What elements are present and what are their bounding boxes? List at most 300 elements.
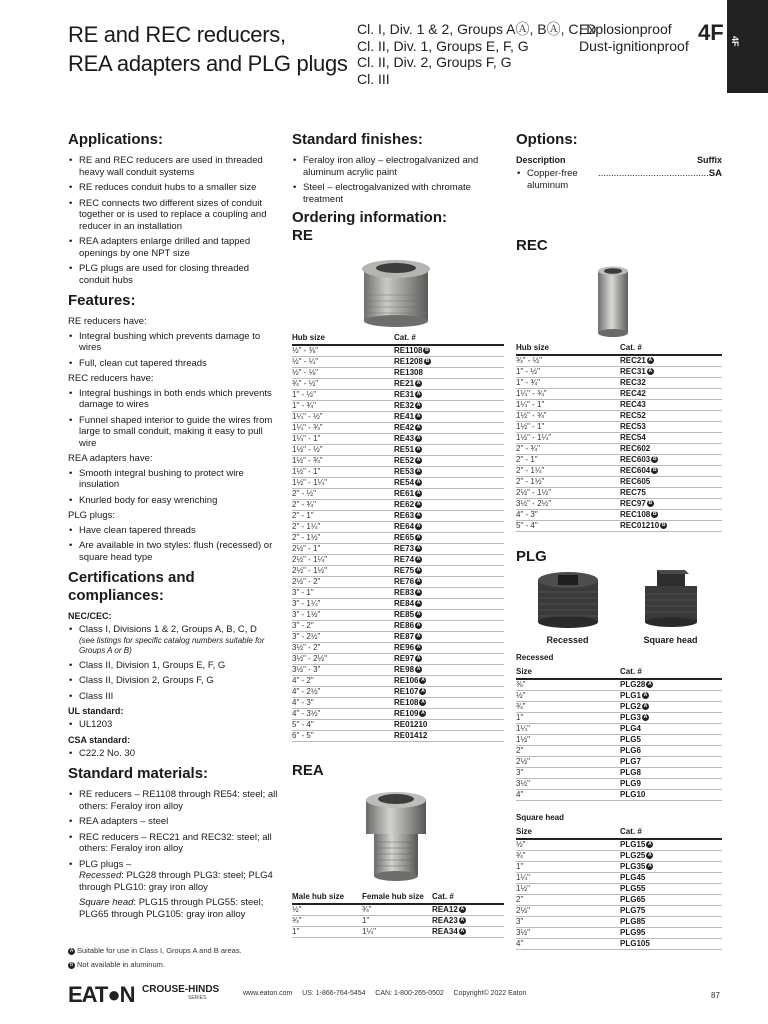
cat-number-cell: PLG28 A (620, 679, 722, 691)
size-cell: 1¼" (362, 927, 432, 938)
list-item: • Knurled body for easy wrenching (68, 495, 280, 507)
footnote-a-marker: A (416, 435, 421, 442)
size-cell: 1½" - 1" (516, 422, 620, 433)
cat-number-cell: PLG8 (620, 768, 722, 779)
cat-number-cell: RE64 A (394, 522, 504, 533)
nec-label: NEC/CEC: (68, 611, 112, 621)
cat-number-cell: RE86 A (394, 621, 504, 632)
cat-number-cell: RE98 A (394, 665, 504, 676)
cat-number-cell: PLG4 (620, 724, 722, 735)
footnote-a-marker: A (416, 589, 421, 596)
size-cell: 2½" - 1½" (516, 488, 620, 499)
table-row (292, 511, 504, 522)
cat-number-cell: REC43 (620, 400, 722, 411)
re-label: RE (292, 227, 313, 244)
cat-number-cell: PLG45 (620, 873, 722, 884)
cat-number-cell: RE76 A (394, 577, 504, 588)
size-cell: 2" - 1½" (292, 533, 394, 544)
footnote-a-marker: A (648, 852, 652, 859)
cat-number-cell: PLG1 A (620, 691, 722, 702)
csa-label: CSA standard: (68, 734, 131, 745)
size-cell: 4" - 3" (292, 698, 394, 709)
rec-reducer-photo (516, 261, 722, 341)
col-cat-number: Cat. # (620, 665, 722, 679)
re-reducer-photo (292, 251, 504, 331)
cat-number-cell: RE106 A (394, 676, 504, 687)
plg-materials-label: • PLG plugs – (79, 858, 132, 870)
footnote-b-marker: B (652, 511, 657, 518)
cat-number-cell: PLG7 (620, 757, 722, 768)
table-row (292, 368, 504, 379)
size-cell: 1½" - ¾" (516, 411, 620, 422)
footnote-a-marker: A (421, 699, 425, 706)
cat-number-cell: RE84 A (394, 599, 504, 610)
cat-number-cell: PLG75 (620, 906, 722, 917)
plg-photos (516, 568, 722, 645)
list-item: • REC connects two different sizes of conduit together or is used to replace a coupling and reducer in an installation (68, 198, 280, 233)
size-cell: ½" - ¼" (292, 357, 394, 368)
col-cat-number: Cat. # (620, 341, 722, 355)
applications-heading: Applications: (68, 131, 164, 148)
table-row (516, 679, 722, 691)
cat-number-cell: RE109 A (394, 709, 504, 720)
footnote-a-text: Suitable for use in Class I, Groups A and B areas. (77, 946, 242, 955)
size-cell: 1½" (516, 884, 620, 895)
table-row (292, 478, 504, 489)
cat-number-cell: REC01210 B (620, 521, 722, 532)
finishes-list (292, 155, 504, 205)
eaton-logo: EAT●N (68, 982, 135, 1007)
cat-number-cell: REA34 A (432, 927, 504, 938)
footnote-a-marker: A (416, 644, 421, 651)
section-tab-vertical-label: 4F (730, 36, 740, 47)
col-size: Size (516, 825, 620, 839)
option-leader: .......................................... (597, 168, 709, 179)
footnote-a-marker: A (460, 928, 465, 935)
table-row (516, 724, 722, 735)
cat-number-cell: RE01210 (394, 720, 504, 731)
size-cell: 1¼" - 1" (292, 434, 394, 445)
size-cell: 1½" - ¾" (292, 456, 394, 467)
cat-number-cell: RE01412 (394, 731, 504, 742)
size-cell: 2" - 1½" (516, 477, 620, 488)
table-row (292, 401, 504, 412)
cat-number-cell: RE21 A (394, 379, 504, 390)
table-row (292, 904, 504, 916)
cat-number-cell: RE96 A (394, 643, 504, 654)
size-cell: 4" - 2" (292, 676, 394, 687)
table-row (516, 862, 722, 873)
table-row (292, 434, 504, 445)
cat-number-cell: PLG25 A (620, 851, 722, 862)
cat-number-cell: REC605 (620, 477, 722, 488)
footnote-b-text: Not available in aluminum. (77, 960, 165, 969)
option-item (516, 168, 722, 191)
size-cell: 1½" - ½" (292, 445, 394, 456)
plg-recessed-table-body (516, 679, 722, 801)
table-row (516, 702, 722, 713)
cat-number-cell: RE43 A (394, 434, 504, 445)
footnote-a-marker: A (416, 545, 421, 552)
col-hub-size: Hub size (516, 341, 620, 355)
table-row (292, 489, 504, 500)
list-item (68, 624, 280, 656)
cat-number-cell: RE83 A (394, 588, 504, 599)
table-row (516, 389, 722, 400)
list-item: • Have clean tapered threads (68, 525, 280, 537)
size-cell: ⅜" (516, 679, 620, 691)
footnote-b-marker: B (648, 500, 653, 507)
csa-list (68, 748, 280, 760)
size-cell: 3½" - 2½" (292, 654, 394, 665)
size-cell: 2½" - 2" (292, 577, 394, 588)
footnote-a-marker: A (421, 677, 425, 684)
cat-number-cell: REC108 B (620, 510, 722, 521)
cat-number-cell: REC54 (620, 433, 722, 444)
footnote-a-marker: A (416, 402, 421, 409)
footnote-a-marker: A (643, 714, 648, 721)
cat-number-cell: RE32 A (394, 401, 504, 412)
rec-features-intro: REC reducers have: (68, 373, 154, 384)
table-row (516, 488, 722, 499)
table-row (516, 839, 722, 851)
size-cell: 3" - 1" (292, 588, 394, 599)
cat-number-cell: REC42 (620, 389, 722, 400)
cat-number-cell: PLG3 A (620, 713, 722, 724)
rea-features-list (68, 468, 280, 507)
table-row (292, 654, 504, 665)
plg-recessed-table (516, 665, 722, 801)
table-row (516, 422, 722, 433)
footnote-a-marker: A (421, 688, 425, 695)
footnote-a-marker: A (416, 600, 421, 607)
footnote-a-marker: A (416, 578, 421, 585)
recessed-material: : PLG28 through PLG3: steel; PLG4 through PLG10: gray iron alloy (79, 870, 273, 893)
cat-number-cell: RE1208 B (394, 357, 504, 368)
size-cell: 1" (362, 916, 432, 927)
table-row (516, 757, 722, 768)
cat-number-cell: RE85 A (394, 610, 504, 621)
footnote-a-marker: A (416, 655, 421, 662)
footnote-a-marker: A (416, 633, 421, 640)
list-item: • REC reducers – REC21 and REC32: steel; all others: Feraloy iron alloy (68, 832, 280, 855)
size-cell: 1" - ¾" (292, 401, 394, 412)
size-cell: 5" - 4" (292, 720, 394, 731)
rea-adapter-photo (292, 786, 504, 886)
table-row (292, 720, 504, 731)
size-cell: 3" (516, 917, 620, 928)
table-row (292, 544, 504, 555)
applications-list (68, 155, 280, 286)
cat-number-cell: RE63 A (394, 511, 504, 522)
size-cell: 2" - ¾" (292, 500, 394, 511)
size-cell: ½" - ⅛" (292, 368, 394, 379)
plg-square-head-table-body (516, 839, 722, 950)
table-row (292, 566, 504, 577)
cat-number-cell: RE51 A (394, 445, 504, 456)
footnote-a-marker: A (416, 413, 421, 420)
cat-number-cell: RE73 A (394, 544, 504, 555)
cat-number-cell: REC602 (620, 444, 722, 455)
size-cell: 3" - 2½" (292, 632, 394, 643)
footnote-a-marker: A (648, 368, 653, 375)
table-row (516, 400, 722, 411)
size-cell: 1" - ¾" (516, 378, 620, 389)
size-cell: 1¼" - ¾" (292, 423, 394, 434)
table-row (516, 466, 722, 477)
cat-number-cell: REC31 A (620, 367, 722, 378)
list-item: • REA adapters – steel (68, 816, 280, 828)
rec-label: REC (516, 237, 548, 254)
list-item: • Funnel shaped interior to guide the wires from large to small conduit, making it easy to pull wire (68, 415, 280, 450)
footnote-b-marker: B (652, 456, 657, 463)
cat-number-cell: RE31 A (394, 390, 504, 401)
footnote-a-marker: A (416, 666, 421, 673)
size-cell: 1½" (516, 735, 620, 746)
table-row (292, 621, 504, 632)
size-cell: 4" - 3" (516, 510, 620, 521)
size-cell: 2" - 1" (292, 511, 394, 522)
square-head-table-label: Square head (516, 813, 565, 822)
table-row (516, 477, 722, 488)
size-cell: 3½" (516, 779, 620, 790)
table-row (292, 467, 504, 478)
cat-number-cell: RE62 A (394, 500, 504, 511)
cat-number-cell: RE74 A (394, 555, 504, 566)
section-label: 4F (698, 20, 724, 45)
footnote-b-marker: B (425, 358, 430, 365)
class-line: Cl. II, Div. 1, Groups E, F, G (357, 37, 529, 54)
table-row (292, 927, 504, 938)
cat-number-cell: PLG55 (620, 884, 722, 895)
list-item: • C22.2 No. 30 (68, 748, 280, 760)
footnote-b-marker: B (661, 522, 666, 529)
series-label: SERIES (188, 995, 207, 1001)
table-row (516, 851, 722, 862)
options-col-description: Description (516, 155, 566, 165)
list-item-text: Class I, Divisions 1 & 2, Groups A, B, C, D (79, 624, 257, 635)
table-row (516, 873, 722, 884)
table-row (292, 423, 504, 434)
size-cell: 4" (516, 939, 620, 950)
cat-number-cell: RE61 A (394, 489, 504, 500)
list-item: • Steel – electrogalvanized with chromate treatment (292, 182, 504, 205)
cat-number-cell: PLG35 A (620, 862, 722, 873)
re-features-intro: RE reducers have: (68, 316, 147, 327)
contact-line: www.eaton.com US: 1-866-764-5454 CAN: 1-800-265-0502 Copyright© 2022 Eaton (243, 990, 527, 997)
materials-heading: Standard materials: (68, 765, 209, 782)
class-line: Cl. II, Div. 2, Groups F, G (357, 54, 512, 70)
crouse-hinds-brand: CROUSE-HINDS (142, 984, 220, 995)
table-row (516, 378, 722, 389)
option-description: • Copper-free aluminum (527, 168, 578, 191)
size-cell: 3½" - 3" (292, 665, 394, 676)
re-features-list (68, 331, 280, 370)
table-row (292, 698, 504, 709)
size-cell: 1¼" (516, 873, 620, 884)
size-cell: 2½" - 1½" (292, 566, 394, 577)
table-row (516, 895, 722, 906)
footnote-b-marker: B (425, 347, 429, 354)
table-row (516, 779, 722, 790)
size-cell: 1" - ½" (292, 390, 394, 401)
size-cell: ¾" - ½" (516, 355, 620, 367)
footnote-a-marker: A (416, 424, 421, 431)
col-hub-size: Hub size (292, 331, 394, 345)
rating-line: Explosionproof (579, 21, 672, 37)
re-catalog-table (292, 331, 504, 742)
col-male-hub-size: Male hub size (292, 890, 362, 904)
cat-number-cell: PLG95 (620, 928, 722, 939)
ul-label: UL standard: (68, 706, 124, 716)
footnote-a-marker: A (416, 611, 421, 618)
cat-number-cell: REC603 B (620, 455, 722, 466)
col-size: Size (516, 665, 620, 679)
footnote-a-marker: A (416, 512, 421, 519)
table-row (292, 916, 504, 927)
footnote-a-marker: A (416, 622, 421, 629)
table-row (516, 411, 722, 422)
cat-number-cell: PLG5 (620, 735, 722, 746)
option-suffix: SA (708, 168, 722, 179)
size-cell: 2" - ¾" (516, 444, 620, 455)
cat-number-cell: PLG2 A (620, 702, 722, 713)
size-cell: 5" - 4" (516, 521, 620, 532)
col-female-hub-size: Female hub size (362, 890, 432, 904)
cat-number-cell: REC604 B (620, 466, 722, 477)
size-cell: 1" (292, 927, 362, 938)
cat-number-cell: PLG6 (620, 746, 722, 757)
footnote-a-marker: A (460, 906, 465, 913)
footnote-a-marker: A (416, 468, 421, 475)
cat-number-cell: RE52 A (394, 456, 504, 467)
hazardous-class-list (357, 21, 596, 87)
cat-number-cell: PLG85 (620, 917, 722, 928)
middle-column (292, 131, 504, 938)
features-heading: Features: (68, 292, 136, 309)
table-row (292, 676, 504, 687)
title-line-2: REA adapters and PLG plugs (68, 51, 348, 76)
list-item: • Smooth integral bushing to protect wire insulation (68, 468, 280, 491)
table-row (292, 379, 504, 390)
footnote-a (68, 946, 242, 955)
table-row (516, 521, 722, 532)
footnote-b-marker: B (652, 467, 657, 474)
cat-number-cell: RE75 A (394, 566, 504, 577)
cat-number-cell: RE108 A (394, 698, 504, 709)
table-row (516, 691, 722, 702)
size-cell: 4" (516, 790, 620, 801)
size-cell: ½" (516, 839, 620, 851)
table-row (516, 713, 722, 724)
options-list (516, 168, 722, 191)
rating-line: Dust-ignitionproof (579, 37, 689, 54)
size-cell: 1" (516, 862, 620, 873)
table-row (292, 445, 504, 456)
size-cell: ½" (516, 691, 620, 702)
title-line-1: RE and REC reducers, (68, 22, 286, 47)
cat-number-cell: REC53 (620, 422, 722, 433)
footnote-a-marker: A (648, 681, 652, 688)
rec-features-list (68, 388, 280, 450)
table-row (292, 522, 504, 533)
size-cell: 3½" - 2½" (516, 499, 620, 510)
rea-label: REA (292, 762, 324, 779)
table-row (516, 790, 722, 801)
cat-number-cell: PLG65 (620, 895, 722, 906)
table-row (516, 917, 722, 928)
list-item: • Class II, Division 1, Groups E, F, G (68, 660, 280, 672)
footnote-a-marker: A (416, 391, 421, 398)
table-row (292, 610, 504, 621)
size-cell: 2" - ½" (292, 489, 394, 500)
cat-number-cell: REC75 (620, 488, 722, 499)
footnote-a-marker: A (416, 501, 421, 508)
size-cell: 2" - 1¼" (516, 466, 620, 477)
list-item: • RE and REC reducers are used in threaded heavy wall conduit systems (68, 155, 280, 178)
size-cell: 2½" (516, 757, 620, 768)
footnote-a-marker: A (643, 703, 648, 710)
list-item: • Feraloy iron alloy – electrogalvanized and aluminum acrylic paint (292, 155, 504, 178)
list-item: • Integral bushings in both ends which prevents damage to wires (68, 388, 280, 411)
list-item: • Integral bushing which prevents damage to wires (68, 331, 280, 354)
table-row (516, 455, 722, 466)
finishes-heading: Standard finishes: (292, 131, 423, 148)
table-row (516, 499, 722, 510)
col-cat-number: Cat. # (394, 331, 504, 345)
size-cell: 2" - 1" (516, 455, 620, 466)
cat-number-cell: RE1108 B (394, 345, 504, 357)
page-number: 87 (711, 991, 720, 1000)
table-row (292, 632, 504, 643)
cat-number-cell: PLG9 (620, 779, 722, 790)
size-cell: 2" - 1¼" (292, 522, 394, 533)
size-cell: ¾" (292, 916, 362, 927)
footnote-a-marker: A (416, 534, 421, 541)
table-row (292, 643, 504, 654)
size-cell: ¾" (516, 702, 620, 713)
size-cell: ¾" (516, 851, 620, 862)
list-item: • RE reduces conduit hubs to a smaller size (68, 182, 280, 194)
size-cell: 4" - 2½" (292, 687, 394, 698)
size-cell: ¾" - ½" (292, 379, 394, 390)
footnote-a-marker: A (416, 446, 421, 453)
size-cell: 3" - 1½" (292, 610, 394, 621)
size-cell: 3½" (516, 928, 620, 939)
rea-table-body (292, 904, 504, 938)
footnote-a-marker: A (460, 917, 465, 924)
size-cell: 1½" - 1¼" (516, 433, 620, 444)
table-row (516, 928, 722, 939)
footnote-a-marker: A (643, 692, 648, 699)
size-cell: 1½" - 1¼" (292, 478, 394, 489)
size-cell: 2½" - 1" (292, 544, 394, 555)
materials-list (68, 789, 280, 920)
recessed-table-label: Recessed (516, 653, 554, 662)
options-col-suffix: Suffix (696, 155, 722, 165)
table-row (292, 687, 504, 698)
recessed-plug-figure (528, 568, 608, 645)
cat-number-cell: RE53 A (394, 467, 504, 478)
table-row (292, 345, 504, 357)
cat-number-cell: RE1308 (394, 368, 504, 379)
cat-number-cell: PLG10 (620, 790, 722, 801)
nec-list (68, 624, 280, 702)
footnote-a-marker: A (648, 841, 652, 848)
rea-features-intro: REA adapters have: (68, 453, 153, 464)
table-row (292, 357, 504, 368)
cat-number-cell: RE41 A (394, 412, 504, 423)
